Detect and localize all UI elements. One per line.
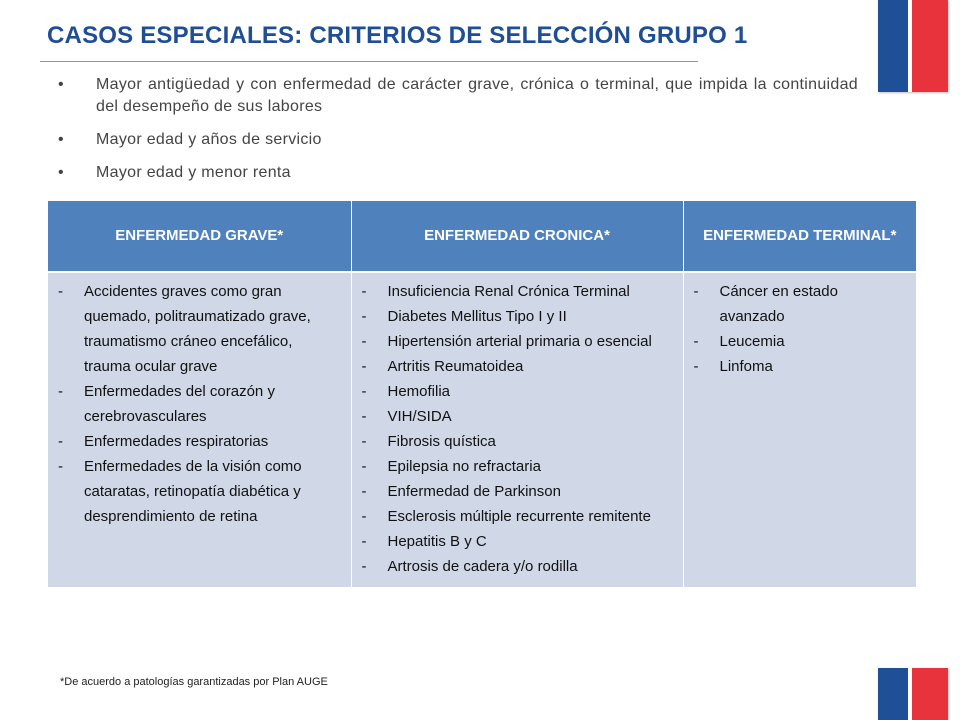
criteria-bullet-list bbox=[58, 74, 858, 195]
list-item: - Diabetes Mellitus Tipo I y II bbox=[360, 304, 673, 329]
flag-logo-bottom bbox=[878, 668, 948, 720]
cell-grave bbox=[48, 272, 351, 587]
list-item: - Hipertensión arterial primaria o esencial bbox=[360, 329, 673, 354]
bullet-item: • Mayor edad y menor renta bbox=[58, 162, 858, 184]
header-terminal: ENFERMEDAD TERMINAL* bbox=[683, 201, 916, 272]
table-row bbox=[48, 272, 916, 587]
bullet-item: • Mayor edad y años de servicio bbox=[58, 129, 858, 151]
list-item: - Epilepsia no refractaria bbox=[360, 454, 673, 479]
disease-table bbox=[48, 201, 916, 587]
list-item: - Cáncer en estado avanzado bbox=[692, 279, 907, 329]
list-item: - Esclerosis múltiple recurrente remitente bbox=[360, 504, 673, 529]
list-item: - Linfoma bbox=[692, 354, 907, 379]
title-divider bbox=[40, 61, 698, 62]
list-item: - Enfermedad de Parkinson bbox=[360, 479, 673, 504]
flag-logo-top bbox=[878, 0, 948, 92]
list-item: - Enfermedades del corazón y cerebrovasculares bbox=[56, 379, 341, 429]
list-item: - Enfermedades de la visión como cataratas, retinopatía diabética y desprendimiento de retina bbox=[56, 454, 341, 529]
list-item: - Enfermedades respiratorias bbox=[56, 429, 341, 454]
grave-list bbox=[56, 279, 341, 529]
terminal-list bbox=[692, 279, 907, 379]
header-cronica: ENFERMEDAD CRONICA* bbox=[351, 201, 683, 272]
header-grave: ENFERMEDAD GRAVE* bbox=[48, 201, 351, 272]
bullet-item: • Mayor antigüedad y con enfermedad de carácter grave, crónica o terminal, que impida la continuidad del desempeño de sus labores bbox=[58, 74, 858, 118]
list-item: - Leucemia bbox=[692, 329, 907, 354]
list-item: - Artrosis de cadera y/o rodilla bbox=[360, 554, 673, 579]
list-item: - Fibrosis quística bbox=[360, 429, 673, 454]
table-header-row bbox=[48, 201, 916, 272]
list-item: - Hepatitis B y C bbox=[360, 529, 673, 554]
cell-terminal bbox=[683, 272, 916, 587]
list-item: - Accidentes graves como gran quemado, politraumatizado grave, traumatismo cráneo encefálico, trauma ocular grave bbox=[56, 279, 341, 379]
footnote: *De acuerdo a patologías garantizadas por Plan AUGE bbox=[60, 676, 328, 688]
cell-cronica bbox=[351, 272, 683, 587]
list-item: - Artritis Reumatoidea bbox=[360, 354, 673, 379]
cronica-list bbox=[360, 279, 673, 579]
list-item: - VIH/SIDA bbox=[360, 404, 673, 429]
list-item: - Hemofilia bbox=[360, 379, 673, 404]
list-item: - Insuficiencia Renal Crónica Terminal bbox=[360, 279, 673, 304]
page-title: CASOS ESPECIALES: CRITERIOS DE SELECCIÓN GRUPO 1 bbox=[47, 22, 748, 49]
